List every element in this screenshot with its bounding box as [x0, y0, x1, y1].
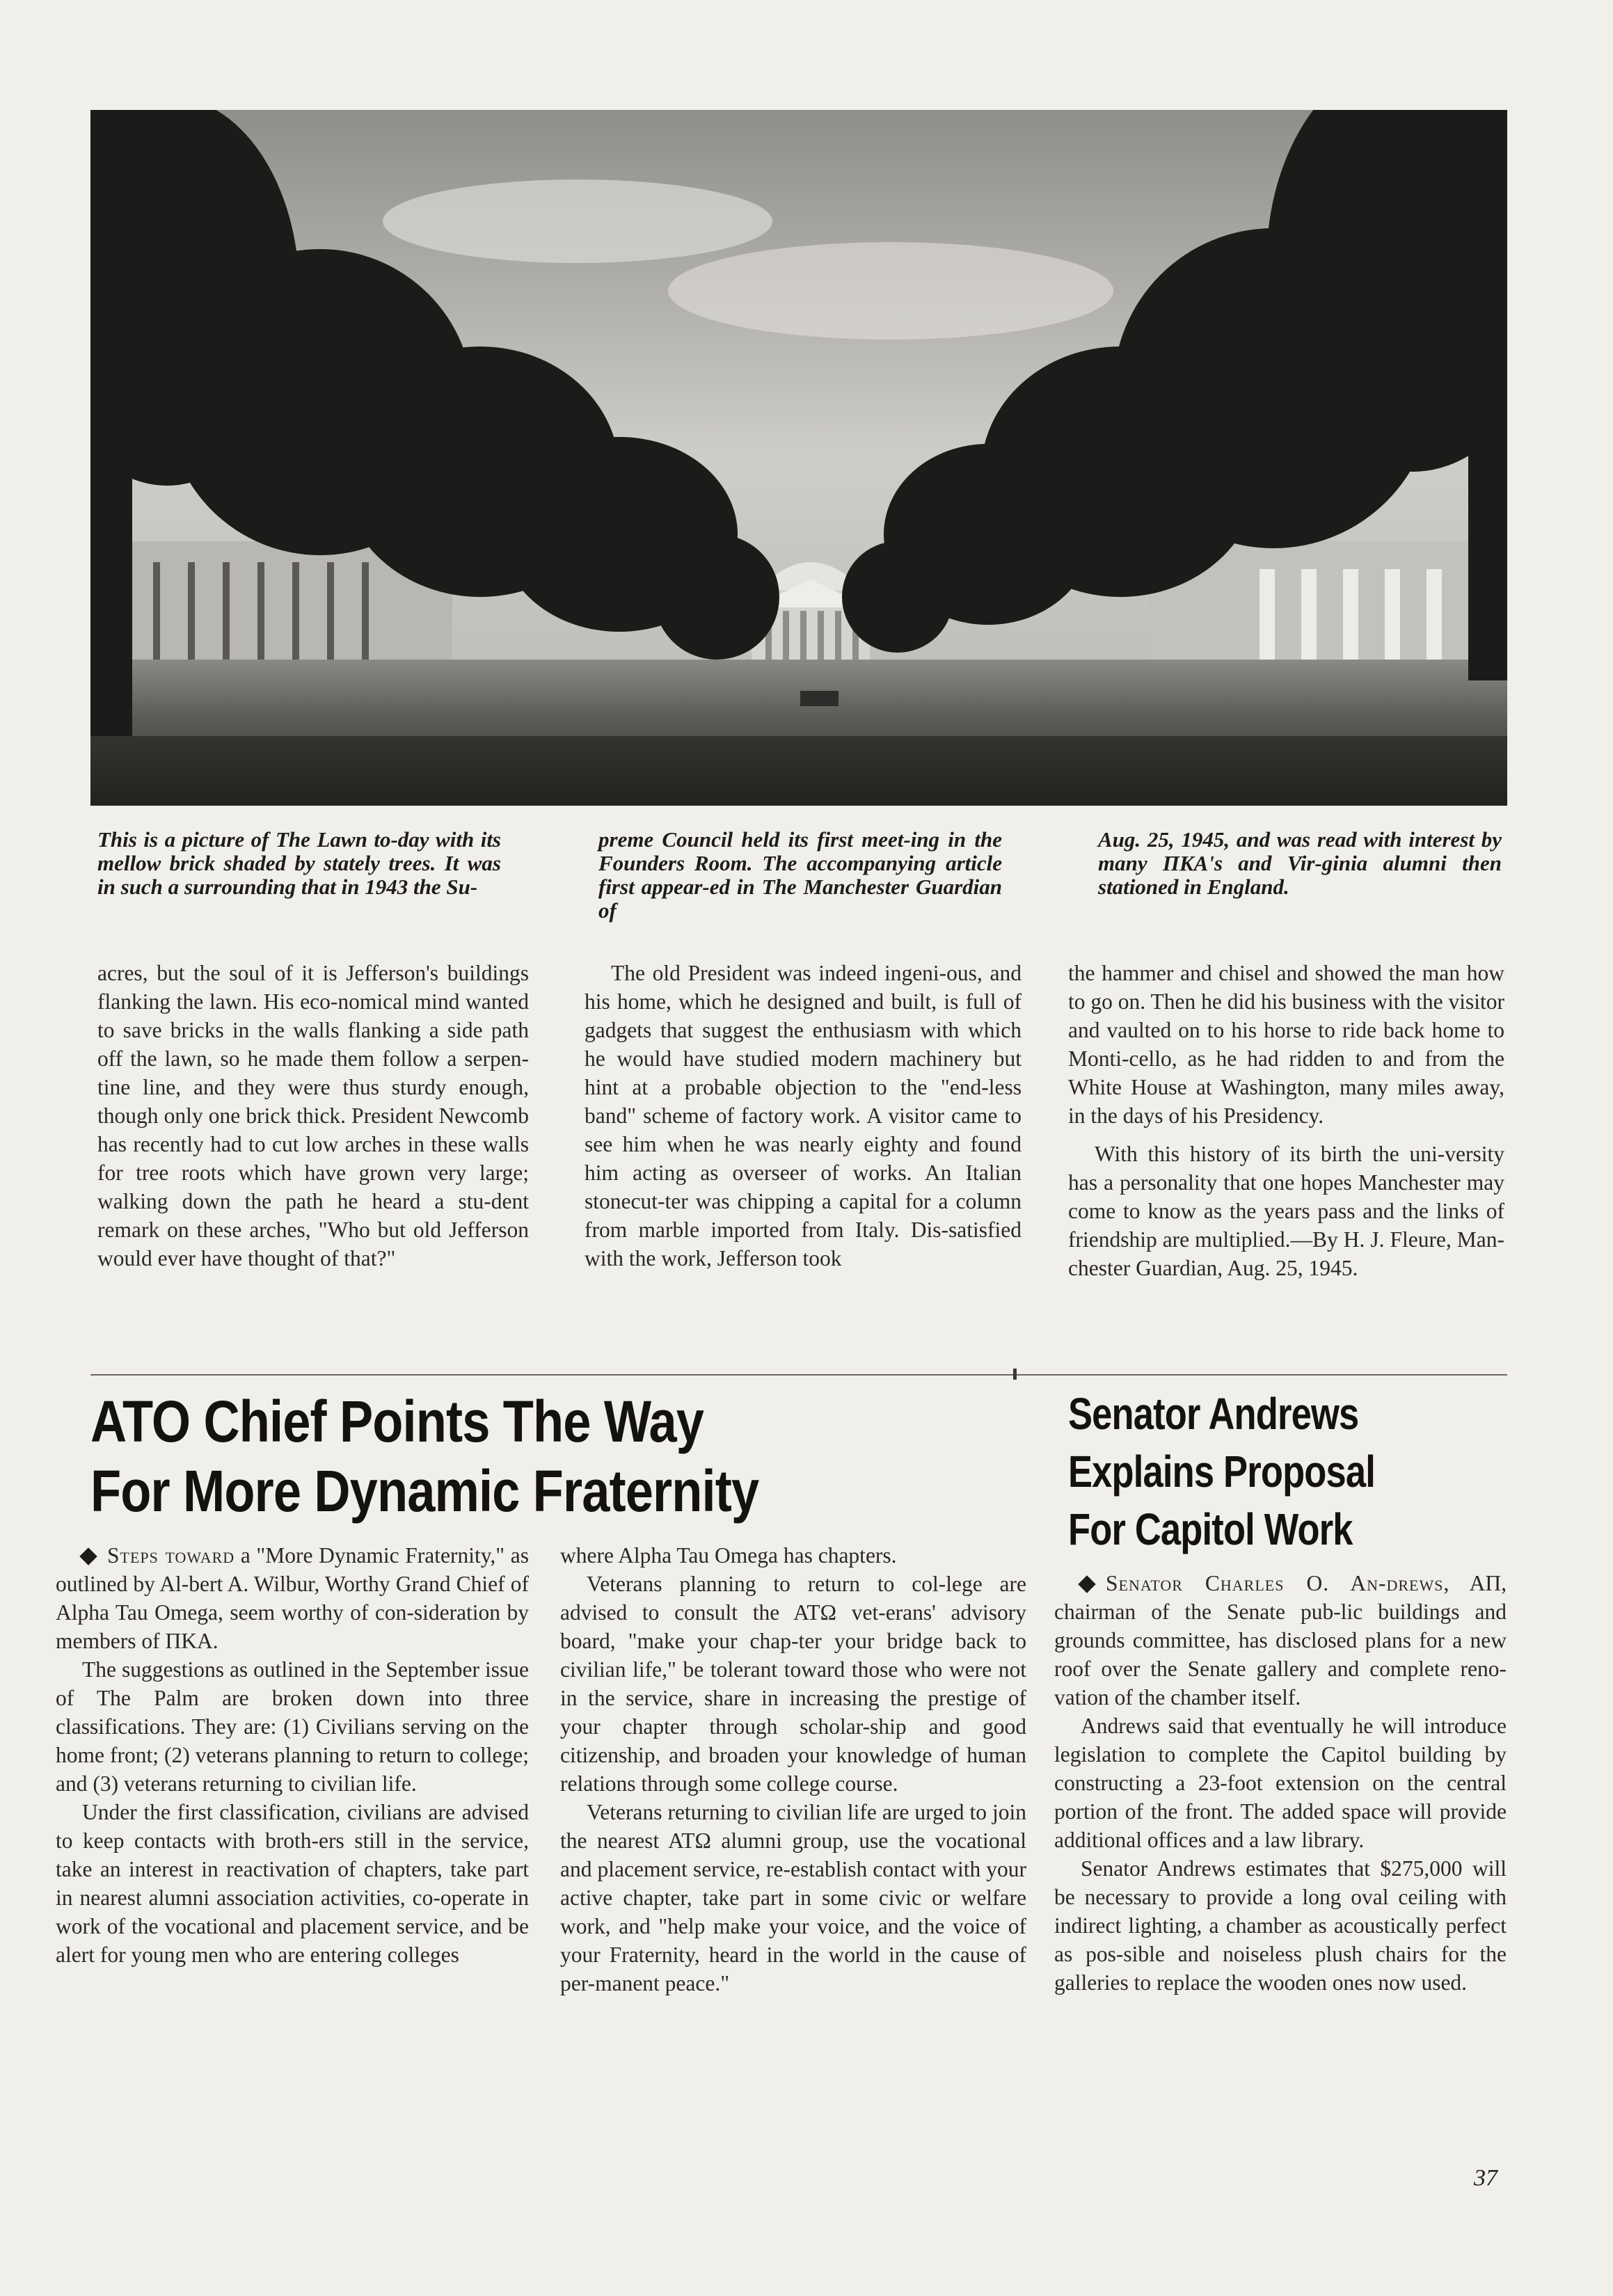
article2-column1 — [56, 1541, 529, 1969]
photo-caption-col1: This is a picture of The Lawn to-day with its mellow brick shaded by stately trees. It was in such a surrounding that in 1943 the Su- — [97, 827, 501, 899]
diamond-bullet-icon — [79, 1547, 97, 1565]
article1-column1 — [97, 959, 529, 1273]
article3-headline-line3: For Capitol Work — [1068, 1504, 1353, 1554]
section-divider — [90, 1374, 1507, 1376]
article1-col1-text: acres, but the soul of it is Jefferson's buildings flanking the lawn. His eco-nomical mind wanted to save bricks in the walls flanking a side path off the lawn, so he made them follow a serpen-tine line, and they were thus sturdy enough, though only one brick thick. President Newcomb has recently had to cut low arches in these walls for tree roots which have grown very large; walking down the path he heard a stu-dent remark on these arches, "Who but old Jefferson would ever have thought of that?" — [97, 961, 529, 1270]
diamond-bullet-icon — [1078, 1575, 1095, 1593]
article3-column — [1054, 1569, 1507, 1997]
article2-col1-para3: Under the first classification, civilians are advised to keep contacts with broth-ers still in the service, take an interest in reactivation of chapters, take part in nearest alumni association activities, co-operate in work of the vocational and placement service, and be alert for young men who are entering colleges — [56, 1800, 529, 1967]
article1-col3-para2: With this history of its birth the uni-versity has a personality that one hopes Manchester may come to know as the years pass and the links of friendship are multiplied.—By H. J. Fleure, Man-chester Guardian, Aug. 25, 1945. — [1068, 1142, 1504, 1280]
article3-para1 — [1054, 1569, 1507, 1712]
article2-lead-smallcaps: Steps toward — [107, 1543, 235, 1568]
article2-headline-line2: For More Dynamic Fraternity — [90, 1458, 759, 1524]
article2-col1-para2: The suggestions as outlined in the September issue of The Palm are broken down into three classifications. They are: (1) Civilians serving on the home front; (2) veterans planning to return to college; and (3) veterans returning to civilian life. — [56, 1657, 529, 1796]
article1-column3 — [1068, 959, 1504, 1282]
article2-headline-line1: ATO Chief Points The Way — [90, 1389, 704, 1454]
article3-para1-rest: , AΠ, chairman of the Senate pub-lic buildings and grounds committee, has disclosed plans for a new roof over the Senate gallery and complete reno-vation of the chamber itself. — [1054, 1571, 1507, 1709]
article3-headline-line1: Senator Andrews — [1068, 1389, 1359, 1439]
article2-col1-para1-rest: a "More Dynamic Fraternity," as outlined by Al-bert A. Wilbur, Worthy Grand Chief of Alpha Tau Omega, seem worthy of con-sideration by members of ΠΚΑ. — [56, 1543, 529, 1653]
photo-caption-col2: preme Council held its first meet-ing in the Founders Room. The accompanying article first appear-ed in The Manchester Guardian of — [598, 827, 1002, 923]
page-number: 37 — [1474, 2165, 1497, 2191]
article1-col2-text: The old President was indeed ingeni-ous, and his home, which he designed and built, is full of gadgets that suggest the enthusiasm with which he would have studied modern machinery but hint at a probable objection to the "end-less band" scheme of factory work. A visitor came to see him when he was nearly eighty and found him acting as overseer of works. An Italian stonecut-ter was chipping a capital for a column from marble imported from Italy. Dis-satisfied with the work, Jefferson took — [585, 961, 1022, 1270]
article1-col3-para1: the hammer and chisel and showed the man how to go on. Then he did his business with the visitor and vaulted on to his horse to ride back home to Monti-cello, as he had ridden to and from the White House at Washington, many miles away, in the days of his Presidency. — [1068, 961, 1504, 1128]
article2-col2-para1: where Alpha Tau Omega has chapters. — [560, 1543, 897, 1568]
lawn-photo-illustration — [90, 110, 1507, 806]
article1-column2 — [585, 959, 1022, 1273]
article3-lead-smallcaps: Senator Charles O. An-drews — [1106, 1571, 1444, 1595]
article2-column2 — [560, 1541, 1026, 1998]
lawn-photograph — [90, 110, 1507, 806]
divider-mark — [1013, 1369, 1017, 1380]
article3-para3: Senator Andrews estimates that $275,000 will be necessary to provide a long oval ceiling with indirect lighting, a chamber as acoustically perfect as pos-sible and noiseless plush chairs for the galleries to replace the wooden ones now used. — [1054, 1856, 1507, 1995]
article3-headline-line2: Explains Proposal — [1068, 1446, 1376, 1497]
article2-col2-para3: Veterans returning to civilian life are urged to join the nearest ATΩ alumni group, use the vocational and placement service, re-establish contact with your active chapter, take part in some civic or welfare work, and "help make your voice, and the voice of your Fraternity, heard in the world in the cause of per-manent peace." — [560, 1800, 1026, 1995]
article2-col2-para2: Veterans planning to return to col-lege are advised to consult the ATΩ vet-erans' advisory board, "make your chap-ter your bridge back to civilian life," be tolerant toward those who were not in the service, share in increasing the prestige of your chapter through scholar-ship and good citizenship, and broaden your knowledge of human relations through some college course. — [560, 1572, 1026, 1796]
article2-col1-para1 — [56, 1541, 529, 1655]
article3-para2: Andrews said that eventually he will introduce legislation to complete the Capitol building by constructing a 23-foot extension on the central portion of the front. The added space will provide additional offices and a law library. — [1054, 1714, 1507, 1852]
photo-caption-col3: Aug. 25, 1945, and was read with interest by many ΠΚΑ's and Vir-ginia alumni then stationed in England. — [1098, 827, 1502, 899]
